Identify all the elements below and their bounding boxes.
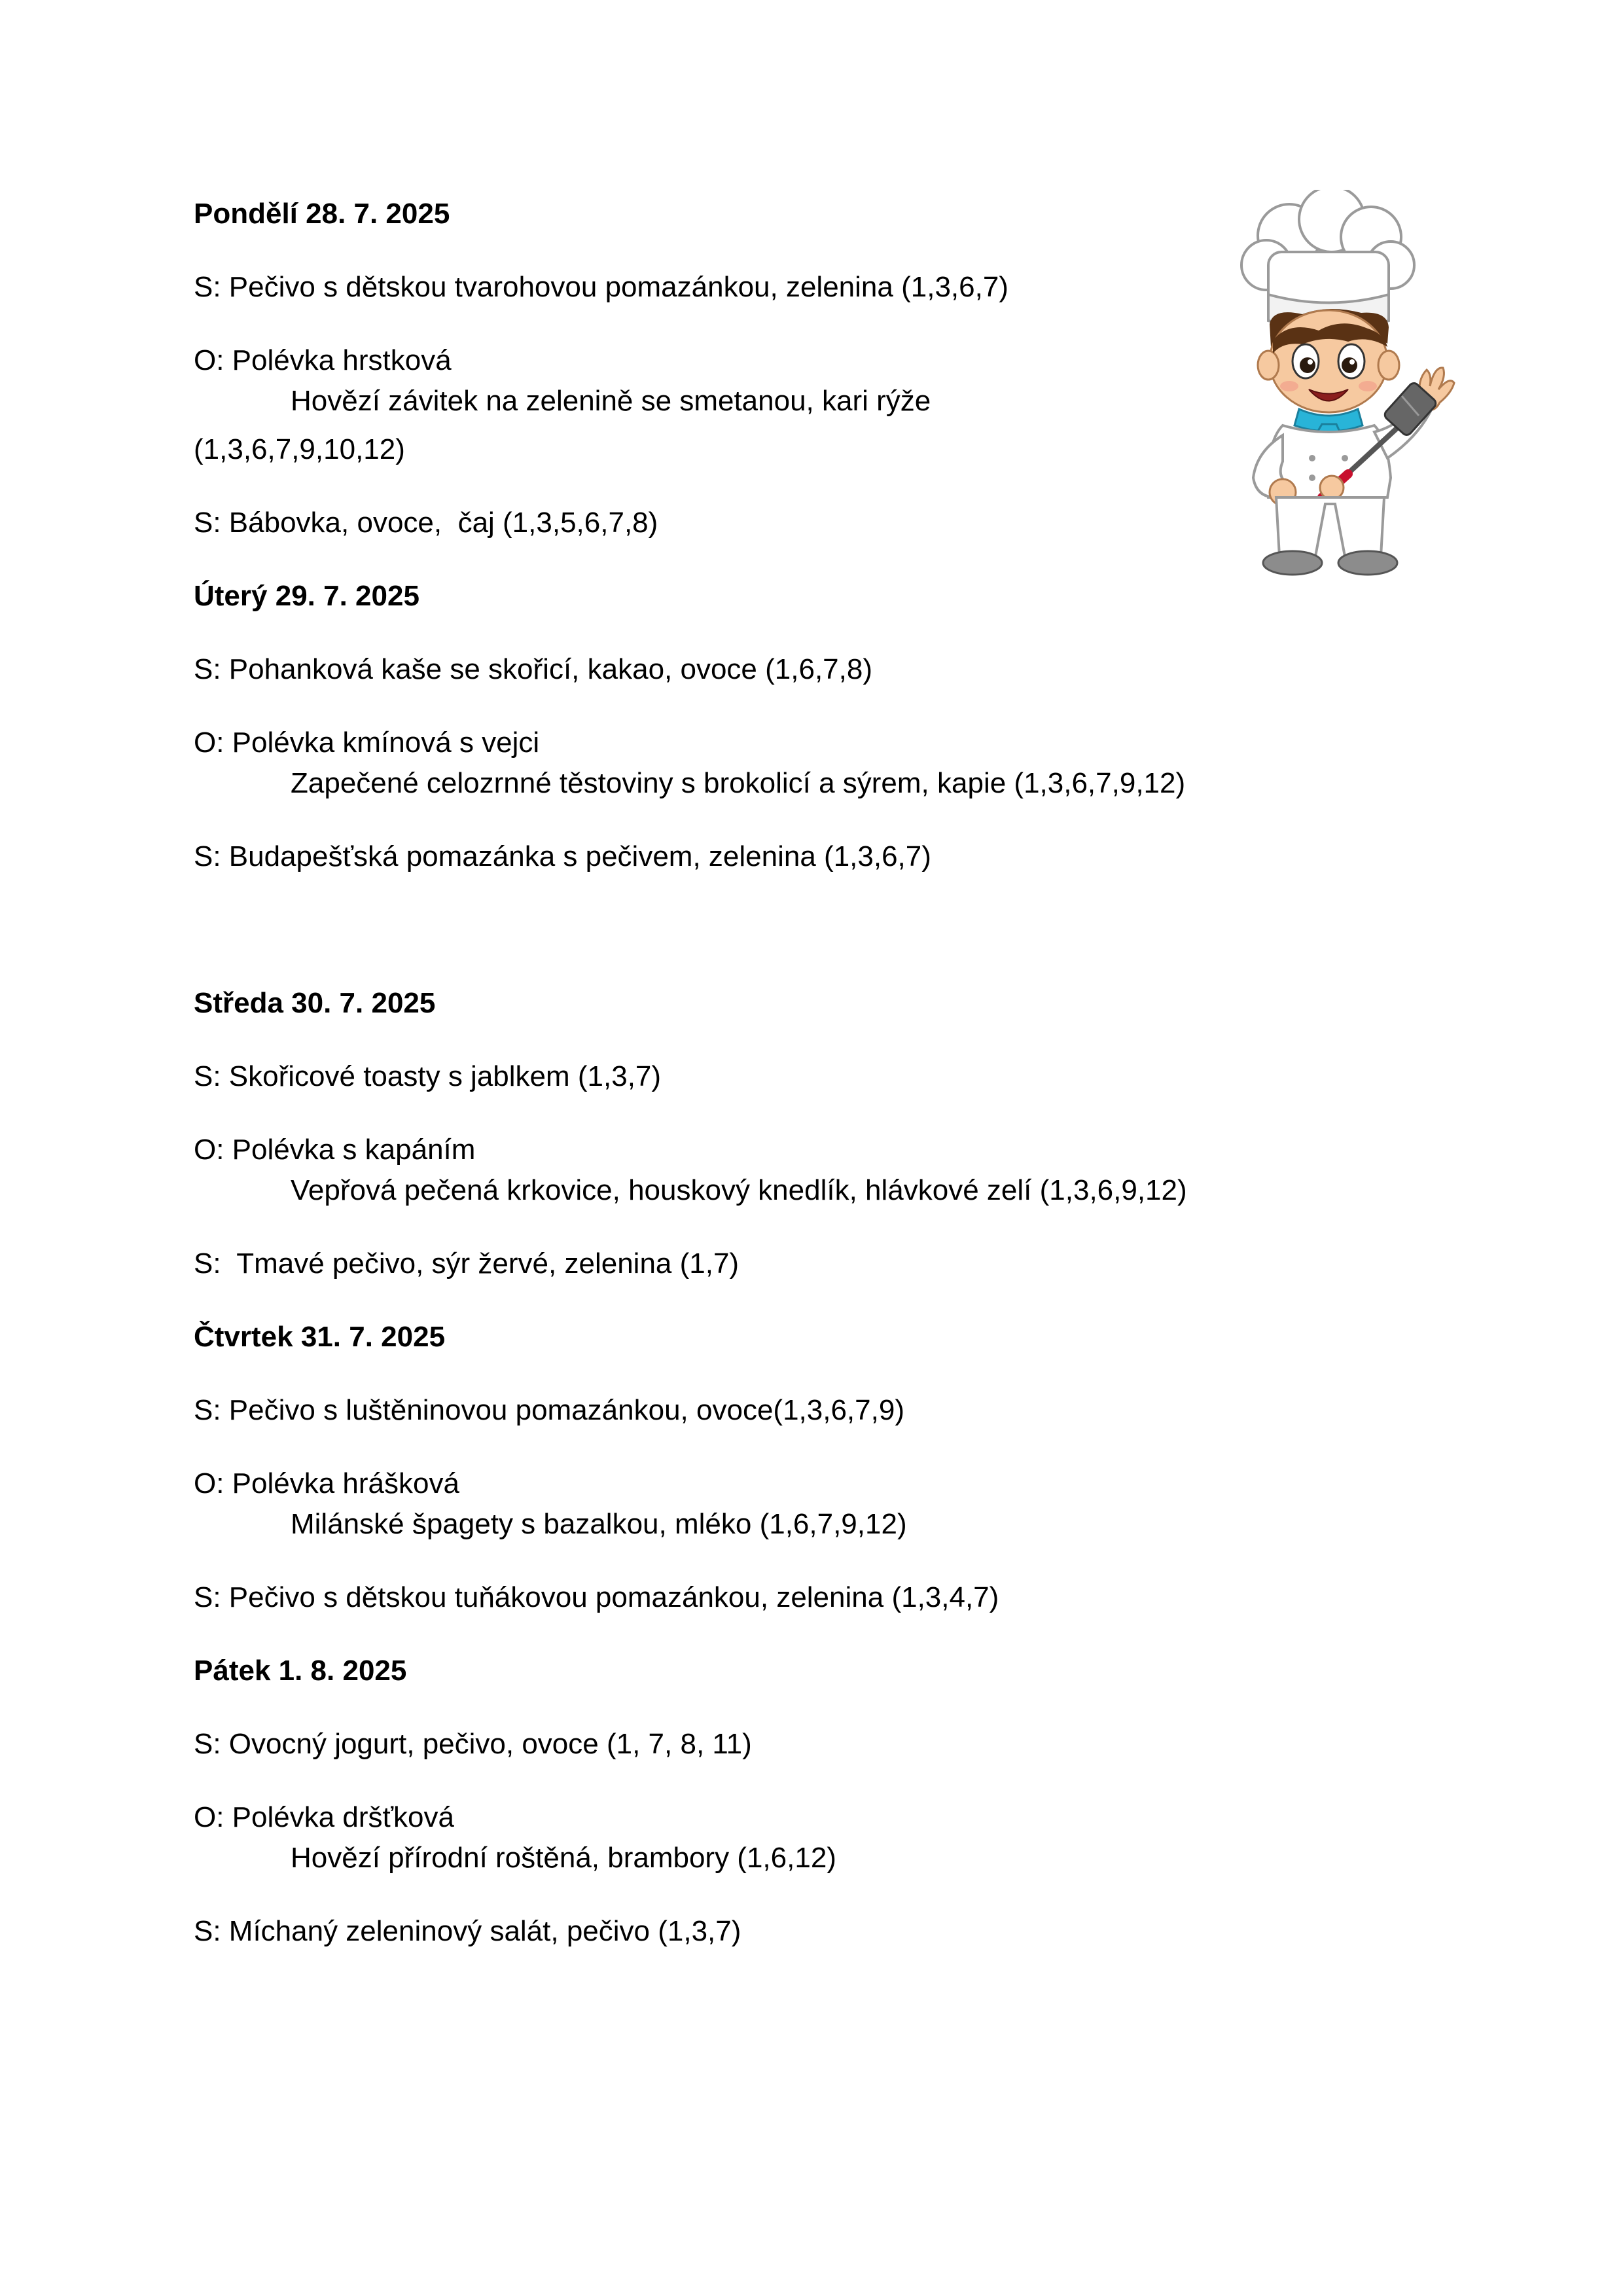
- morning-snack: S: Pečivo s luštěninovou pomazánkou, ovoce(1,3,6,7,9): [194, 1394, 904, 1426]
- lunch-soup: O: Polévka s kapáním: [194, 1134, 476, 1166]
- lunch-main: Hovězí přírodní roštěná, brambory (1,6,12): [291, 1842, 836, 1874]
- afternoon-snack: S: Budapešťská pomazánka s pečivem, zelenina (1,3,6,7): [194, 840, 931, 872]
- spacer: [194, 910, 1319, 983]
- lunch-soup: O: Polévka dršťková: [194, 1801, 454, 1833]
- chef-legs: [1276, 497, 1384, 556]
- lunch-main: Vepřová pečená krkovice, houskový knedlík, hlávkové zelí (1,3,6,9,12): [291, 1174, 1187, 1206]
- day-thursday: [194, 1317, 1319, 1618]
- weekly-menu: [194, 194, 1319, 1984]
- day-friday: [194, 1651, 1319, 1952]
- day-title: Středa 30. 7. 2025: [194, 987, 436, 1019]
- lunch-main-text: Hovězí závitek na zelenině se smetanou, kari rýže: [291, 385, 931, 417]
- chef-hat: [1241, 190, 1414, 328]
- chef-shoes: [1263, 551, 1322, 575]
- morning-snack: S: Pečivo s dětskou tvarohovou pomazánkou, zelenina (1,3,6,7): [194, 271, 1008, 303]
- afternoon-snack: S: Tmavé pečivo, sýr žervé, zelenina (1,7): [194, 1247, 740, 1280]
- chef-icon: [1191, 190, 1466, 583]
- lunch: [194, 1463, 1319, 1545]
- afternoon-snack: S: Pečivo s dětskou tuňákovou pomazánkou, zelenina (1,3,4,7): [194, 1581, 999, 1613]
- lunch-soup: O: Polévka hrstková: [194, 344, 452, 376]
- day-wednesday: [194, 983, 1319, 1284]
- lunch: [194, 1130, 1319, 1211]
- lunch-main-allergens: (1,3,6,7,9,10,12): [194, 433, 405, 465]
- lunch-soup: O: Polévka kmínová s vejci: [194, 726, 540, 759]
- day-title: Pondělí 28. 7. 2025: [194, 198, 450, 230]
- lunch-main: [194, 381, 1319, 470]
- morning-snack: S: Ovocný jogurt, pečivo, ovoce (1, 7, 8, 11): [194, 1728, 752, 1760]
- day-tuesday: [194, 576, 1319, 877]
- day-title: Čtvrtek 31. 7. 2025: [194, 1321, 446, 1353]
- lunch: [194, 1797, 1319, 1878]
- morning-snack: S: Pohanková kaše se skořicí, kakao, ovoce (1,6,7,8): [194, 653, 872, 685]
- day-title: Pátek 1. 8. 2025: [194, 1655, 407, 1687]
- lunch: [194, 340, 1319, 470]
- day-title: Úterý 29. 7. 2025: [194, 580, 419, 612]
- afternoon-snack: S: Míchaný zeleninový salát, pečivo (1,3,7): [194, 1915, 741, 1947]
- day-monday: [194, 194, 1319, 543]
- afternoon-snack: S: Bábovka, ovoce, čaj (1,3,5,6,7,8): [194, 507, 658, 539]
- lunch: [194, 723, 1319, 804]
- lunch-soup: O: Polévka hrášková: [194, 1467, 459, 1499]
- lunch-main: Milánské špagety s bazalkou, mléko (1,6,7,9,12): [291, 1508, 907, 1540]
- morning-snack: S: Skořicové toasty s jablkem (1,3,7): [194, 1060, 662, 1092]
- lunch-main: Zapečené celozrnné těstoviny s brokolicí a sýrem, kapie (1,3,6,7,9,12): [291, 767, 1186, 799]
